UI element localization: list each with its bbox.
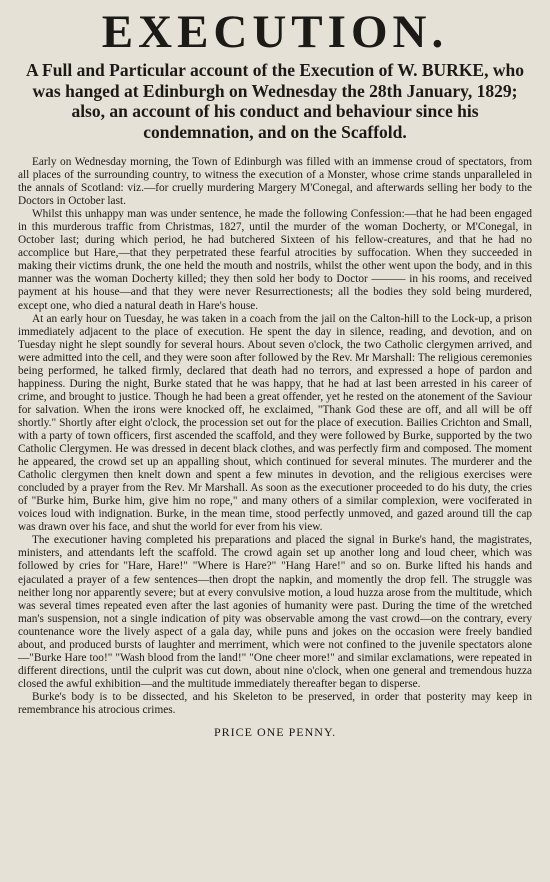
article-body [18,156,532,717]
subtitle: A Full and Particular account of the Execution of W. BURKE, who was hanged at Edinburgh on Wednesday the 28th January, 1829; also, an account of his conduct and behaviour since his condemnation, and on the Scaffold. [26,60,524,142]
paragraph-dissection: Burke's body is to be dissected, and his Skeleton to be preserved, in order that posterity may keep in remembrance his atrocious crimes. [18,690,532,716]
headline: EXECUTION. [101,6,449,58]
price-line: PRICE ONE PENNY. [213,725,337,740]
paragraph-procession: At an early hour on Tuesday, he was taken in a coach from the jail on the Calton-hill to the Lock-up, a prison immediately adjacent to the place of execution. He spent the day in silence, reading, and devotion, and on Tuesday night he slept soundly for several hours. About seven o'clock, the two Catholic clergymen arrived, and were admitted into the cell, and they were soon after followed by the Rev. Mr Marshall: The religious ceremonies being performed, he talked firmly, declared that death had no terrors, and expressed a hope of pardon and happiness. During the night, Burke stated that he was happy, that he had at last been arrested in his career of crime, and brought to justice. Though he had been a great offender, yet he rested on the atonement of the Saviour for salvation. When the irons were knocked off, he exclaimed, "Thank God these are off, and all will be off shortly." Shortly after eight o'clock, the procession set out for the place of execution. Bailies Crichton and Small, with a party of town officers, first ascended the scaffold, and they were followed by Burke, supported by the two Catholic Clergymen. He was dressed in decent black clothes, and was perfectly firm and composed. The moment he appeared, the crowd set up an appalling shout, which continued for several minutes. The murderer and the Catholic clergymen then knelt down and spent a few minutes in devotion, and the religious exercises were concluded by a prayer from the Rev. Mr Marshall. As soon as the executioner proceeded to do his duty, the cries of "Burke him, Burke him, give him no rope," and many others of a similar complexion, were vociferated in voices loud with indignation. Burke, in the mean time, stood perfectly unmoved, and gazed around till the cap was drawn over his face, and shut the world for ever from his view. [18,312,532,534]
paragraph-confession: Whilst this unhappy man was under sentence, he made the following Confession:—that he had been engaged in this murderous traffic from Christmas, 1827, until the murder of the woman Docherty, or M'Conegal, in October last; during which period, he had butchered Sixteen of his fellow-creatures, and that he had no accomplice but Hare,—that they perpetrated these fearful atrocities by suffocation. When they succeeded in making their victims drunk, the one held the mouth and nostrils, whilst the other went upon the body, and in this manner was the woman Docherty killed; they then sold her body to Doctor ——— in his rooms, and received payment at his house—and that they were never Resurrectionests; all the bodies they sold being murdered, except one, who died a natural death in Hare's house. [18,208,532,312]
paragraph-execution: The executioner having completed his preparations and placed the signal in Burke's hand, the magistrates, ministers, and attendants left the scaffold. The crowd again set up another long and loud cheer, which was followed by cries for "Hare, Hare!" "Where is Hare?" "Hang Hare!" and so on. Burke lifted his hands and ejaculated a prayer of a few sentences—then dropt the napkin, and momently the drop fell. The struggle was neither long nor apparently severe; but at every convulsive motion, a loud huzza arose from the multitude, which was several times repeated even after the last agonies of humanity were past. During the time of the wretched man's suspension, not a single indication of pity was observable among the vast crowd—on the contrary, every countenance wore the lively aspect of a gala day, while puns and jokes on the occasion were freely bandied about, and produced bursts of laughter and merriment, which were not confined to the juvenile spectators alone—"Burke Hare too!" "Wash blood from the land!" "One cheer more!" and similar exclamations, were repeated in different directions, until the culprit was cut down, about nine o'clock, when one general and tremendous huzza closed the awful exhibition—and the multitude immediately thereafter began to disperse. [18,534,532,690]
paragraph-intro: Early on Wednesday morning, the Town of Edinburgh was filled with an immense croud of spectators, from all places of the surrounding country, to witness the execution of a Monster, whose crime stands unparalleled in the annals of Scotland: viz.—for cruelly murdering Margery M'Conegal, and afterwards selling her body to the Doctors in October last. [18,156,532,208]
